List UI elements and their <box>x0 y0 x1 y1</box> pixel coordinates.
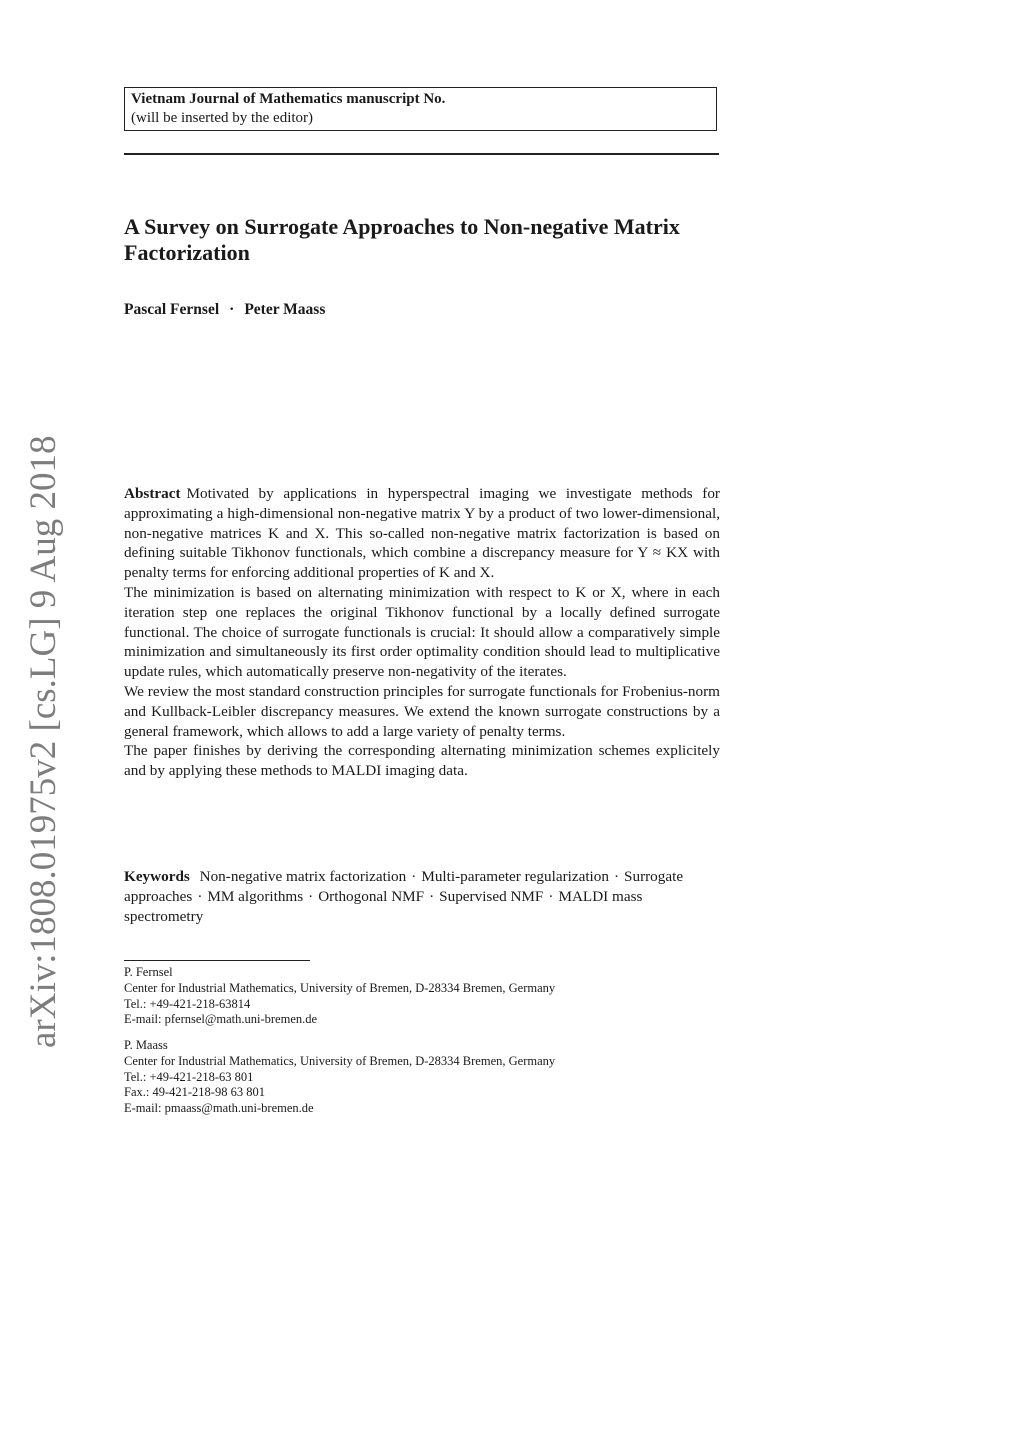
keyword-separator: · <box>197 887 203 905</box>
abstract-paragraph-3: We review the most standard construction principles for surrogate functionals for Frobenius-norm and Kullback-Leibler discrepancy measures. We extend the known surrogate constructions by a general framework, which allows to add a large variety of penalty terms. <box>124 682 720 740</box>
keyword-separator: · <box>613 868 620 885</box>
author-separator: · <box>229 301 235 318</box>
affiliation-tel: Tel.: +49-421-218-63 801 <box>124 1069 254 1084</box>
author-2: Peter Maass <box>244 301 326 318</box>
affiliation-institute: Center for Industrial Mathematics, University of Bremen, D-28334 Bremen, Germany <box>124 1053 556 1068</box>
affiliation-fernsel <box>124 965 724 1028</box>
keyword: Non-negative matrix factorization <box>199 868 407 885</box>
affiliation-email: E-mail: pmaass@math.uni-bremen.de <box>124 1101 314 1116</box>
affiliation-fax: Fax.: 49-421-218-98 63 801 <box>124 1085 265 1100</box>
keywords <box>124 867 720 926</box>
affiliation-tel: Tel.: +49-421-218-63814 <box>124 996 251 1011</box>
affiliation-maass <box>124 1038 724 1117</box>
footnote-rule <box>124 960 310 961</box>
journal-header-box <box>124 87 717 131</box>
keyword: Surrogate approaches <box>124 868 684 905</box>
affiliation-email: E-mail: pfernsel@math.uni-bremen.de <box>124 1012 318 1027</box>
author-1: Pascal Fernsel <box>124 301 220 318</box>
keyword-separator: · <box>548 887 554 905</box>
abstract-paragraph-4: The paper finishes by deriving the corresponding alternating minimization schemes explicitely and by applying these methods to MALDI imaging data. <box>124 742 720 780</box>
keyword: Supervised NMF <box>439 887 544 905</box>
keyword-separator: · <box>411 868 417 885</box>
keyword: MALDI mass spectrometry <box>124 887 643 925</box>
abstract-paragraph-1 <box>124 484 720 583</box>
affiliation-name: P. Fernsel <box>124 965 173 979</box>
keyword-separator: · <box>429 887 435 905</box>
affiliation-institute: Center for Industrial Mathematics, University of Bremen, D-28334 Bremen, Germany <box>124 980 556 995</box>
keyword: MM algorithms <box>207 887 304 905</box>
author-list <box>124 301 724 319</box>
affiliation-name: P. Maass <box>124 1038 168 1052</box>
keyword: Orthogonal NMF <box>318 887 425 905</box>
header-rule <box>124 153 719 155</box>
abstract-text-1: Motivated by applications in hyperspectral imaging we investigate methods for approximating a high-dimensional non-negative matrix Y by a product of two lower-dimensional, non-negative matrices K and X. This so-called non-negative matrix factorization is based on defining suitable Tikhonov functionals, which combine a discrepancy measure for Y ≈ KX with penalty terms for enforcing additional properties of K and X. <box>124 485 720 582</box>
journal-note: (will be inserted by the editor) <box>131 110 314 126</box>
paper-title: A Survey on Surrogate Approaches to Non-negative Matrix Factorization <box>124 214 680 265</box>
abstract-paragraph-2: The minimization is based on alternating minimization with respect to K or X, where in each iteration step one replaces the original Tikhonov functional by a locally defined surrogate functional. The choice of surrogate functionals is crucial: It should allow a comparatively simple minimization and simultaneously its first order optimality condition should lead to multiplicative update rules, which automatically preserve non-negativity of the iterates. <box>124 583 720 681</box>
keywords-label: Keywords <box>124 868 190 885</box>
keyword: Multi-parameter regularization <box>421 868 609 885</box>
keyword-separator: · <box>308 887 314 905</box>
abstract-label: Abstract <box>124 485 181 502</box>
abstract <box>124 484 720 781</box>
journal-title: Vietnam Journal of Mathematics manuscript No. <box>131 91 446 107</box>
arxiv-stamp: arXiv:1808.01975v2 [cs.LG] 9 Aug 2018 <box>23 435 64 1048</box>
